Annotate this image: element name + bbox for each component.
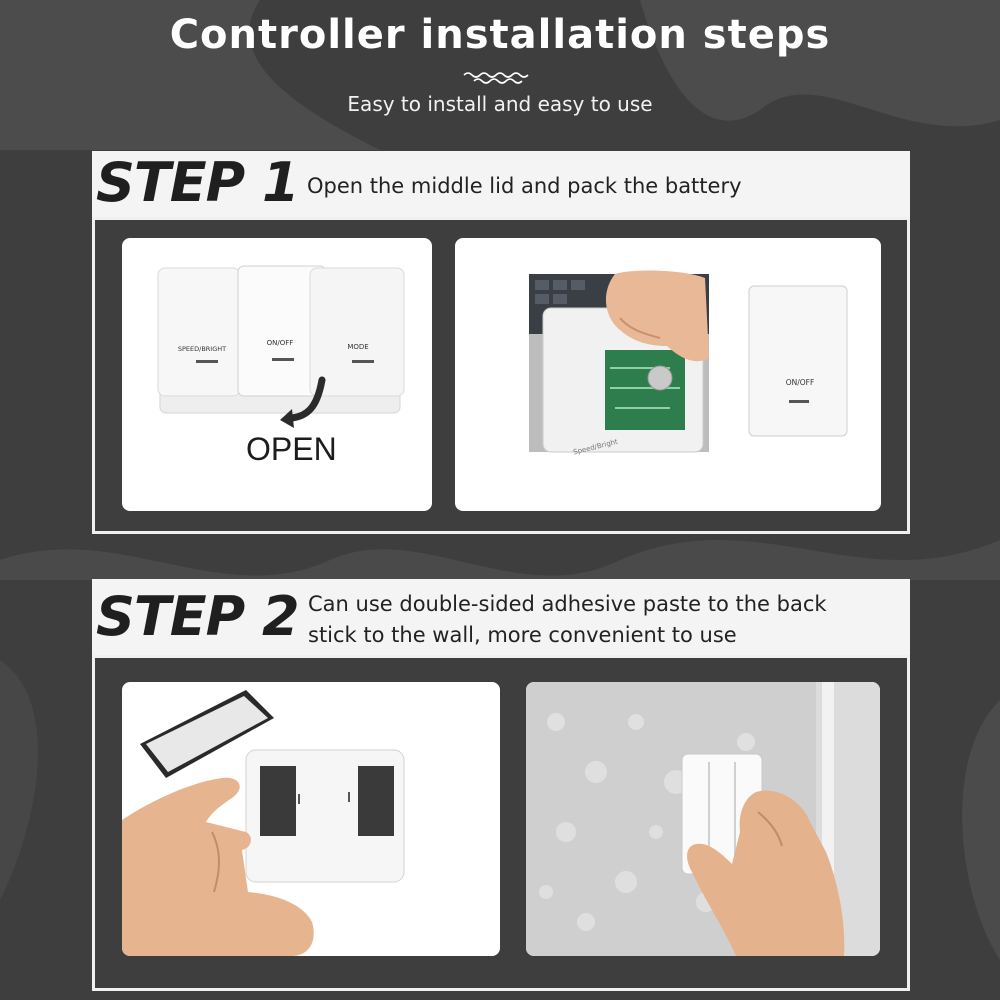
step1-label: STEP 1 <box>96 151 299 214</box>
step1-header <box>92 151 910 217</box>
onoff-button-label: ON/OFF <box>266 339 294 347</box>
step2-photo-wall-mounted <box>526 682 880 956</box>
open-caption: OPEN <box>246 431 337 467</box>
page-subtitle: Easy to install and easy to use <box>347 92 653 116</box>
step2-header <box>92 579 910 655</box>
step2-photo-adhesive <box>122 682 500 956</box>
wave-divider-icon <box>462 70 538 84</box>
board-speed-bright-label: Speed/Bright <box>572 437 619 457</box>
lid-onoff-label: ON/OFF <box>785 378 815 387</box>
step1-photo-controller-open <box>122 238 432 511</box>
speed-bright-button-label: SPEED/BRIGHT <box>177 345 227 353</box>
step1-photo-battery <box>455 238 881 511</box>
step1-description: Open the middle lid and pack the battery <box>307 174 742 198</box>
mode-button-label: MODE <box>347 343 369 351</box>
step2-label: STEP 2 <box>96 585 299 648</box>
step2-description-line1: Can use double-sided adhesive paste to the back <box>308 592 827 616</box>
page-title: Controller installation steps <box>169 12 831 58</box>
step2-description-line2: stick to the wall, more convenient to use <box>308 623 737 647</box>
